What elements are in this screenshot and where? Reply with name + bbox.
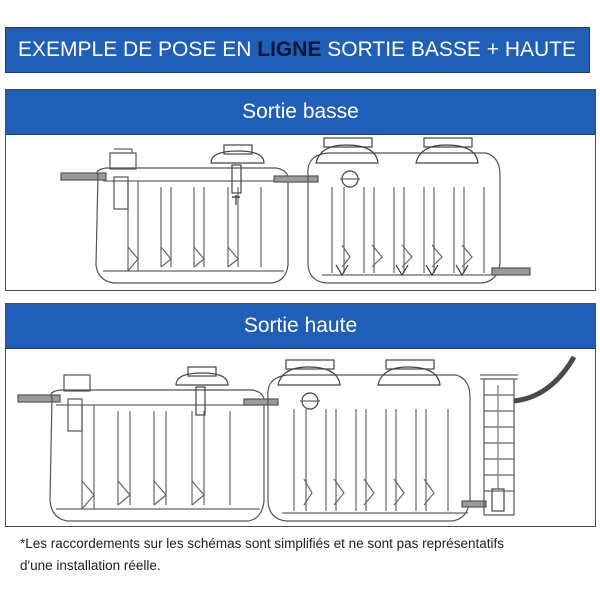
section-sortie-basse: [5, 89, 596, 291]
header-title-highlight: LIGNE: [257, 38, 322, 61]
header-banner: [5, 27, 590, 73]
diagram-sortie-haute: [6, 349, 595, 527]
section-sortie-haute: [5, 303, 596, 527]
inlet-pipe: [18, 395, 60, 402]
septic-tank: [96, 145, 288, 283]
header-title-before: EXEMPLE DE POSE EN: [18, 38, 258, 61]
section-title-sortie-haute: Sortie haute: [6, 304, 595, 349]
connection-pipe: [244, 399, 278, 405]
lifting-column: [480, 375, 518, 515]
connection-pipe: [274, 176, 318, 182]
outlet-pipe-high: [514, 357, 574, 401]
outlet-pipe-low: [492, 268, 530, 275]
diagram-sortie-basse: [6, 135, 595, 291]
micro-station: [308, 138, 500, 283]
footnote: [20, 533, 580, 577]
inlet-pipe: [61, 173, 106, 180]
footnote-line-1: *Les raccordements sur les schémas sont simplifiés et ne sont pas représentatifs: [20, 536, 504, 551]
outlet-pipe-low: [462, 501, 486, 507]
footnote-line-2: d'une installation réelle.: [20, 558, 161, 573]
micro-station: [268, 360, 470, 521]
header-title-after: SORTIE BASSE + HAUTE: [321, 38, 577, 61]
septic-tank: [50, 367, 264, 521]
section-title-sortie-basse: Sortie basse: [6, 90, 595, 135]
